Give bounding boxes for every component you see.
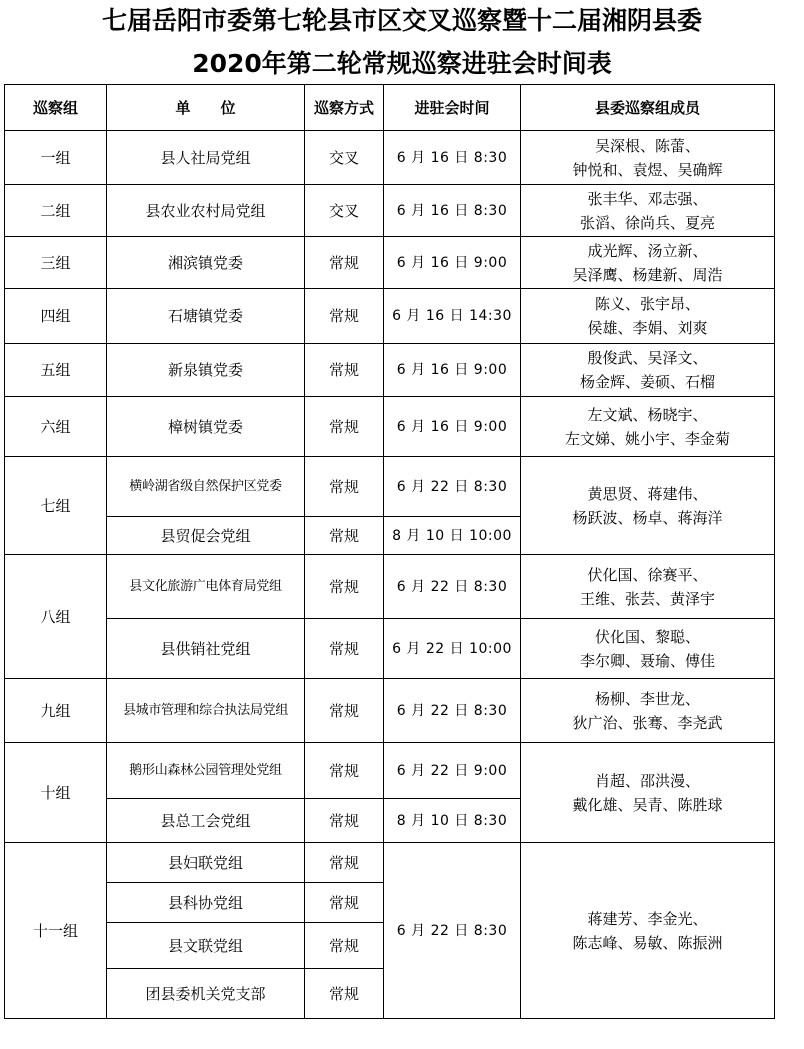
group-cell: 七组 <box>5 457 107 555</box>
group-cell: 一组 <box>5 131 107 185</box>
group-cell: 六组 <box>5 397 107 457</box>
time-cell: 6 月 16 日 9:00 <box>384 344 521 397</box>
mode-cell: 交叉 <box>305 185 384 237</box>
unit-cell: 新泉镇党委 <box>107 344 305 397</box>
members-cell <box>521 289 775 344</box>
members-cell <box>521 131 775 185</box>
mode-cell: 常规 <box>305 517 384 555</box>
header-members: 县委巡察组成员 <box>521 85 775 131</box>
table-row <box>5 344 775 397</box>
members-cell <box>521 743 775 843</box>
unit-cell: 湘滨镇党委 <box>107 237 305 289</box>
unit-cell: 县贸促会党组 <box>107 517 305 555</box>
unit-cell: 县供销社党组 <box>107 619 305 679</box>
group-cell: 四组 <box>5 289 107 344</box>
table-row <box>5 289 775 344</box>
members-cell <box>521 679 775 743</box>
mode-cell: 常规 <box>305 237 384 289</box>
table-row <box>5 237 775 289</box>
members-line: 肖超、邵洪漫、 <box>594 771 700 790</box>
mode-cell: 常规 <box>305 457 384 517</box>
mode-cell: 常规 <box>305 619 384 679</box>
members-line: 戴化雄、吴青、陈胜球 <box>572 795 723 814</box>
members-cell <box>521 237 775 289</box>
members-line: 伏化国、黎聪、 <box>594 627 700 646</box>
time-cell: 8 月 10 日 10:00 <box>384 517 521 555</box>
members-line: 狄广治、张骞、李尧武 <box>572 713 723 732</box>
members-cell <box>521 344 775 397</box>
mode-cell: 常规 <box>305 883 384 923</box>
unit-cell: 横岭湖省级自然保护区党委 <box>107 457 305 517</box>
members-line: 左文娣、姚小宇、李金菊 <box>564 429 730 448</box>
mode-cell: 常规 <box>305 799 384 843</box>
unit-cell: 县农业农村局党组 <box>107 185 305 237</box>
group-cell: 二组 <box>5 185 107 237</box>
members-line: 王维、张芸、黄泽宇 <box>579 589 715 608</box>
group-cell: 三组 <box>5 237 107 289</box>
table-row <box>5 185 775 237</box>
mode-cell: 常规 <box>305 969 384 1019</box>
mode-cell: 常规 <box>305 289 384 344</box>
group-cell: 九组 <box>5 679 107 743</box>
mode-cell: 常规 <box>305 555 384 619</box>
header-time: 进驻会时间 <box>384 85 521 131</box>
group-cell: 十组 <box>5 743 107 843</box>
members-cell <box>521 185 775 237</box>
time-cell: 6 月 16 日 8:30 <box>384 131 521 185</box>
members-line: 张滔、徐尚兵、夏亮 <box>579 213 715 232</box>
members-line: 杨柳、李世龙、 <box>594 689 700 708</box>
members-line: 吴深根、陈蕾、 <box>594 136 700 155</box>
table-row <box>5 131 775 185</box>
unit-cell: 县文联党组 <box>107 923 305 969</box>
table-row <box>5 843 775 883</box>
mode-cell: 常规 <box>305 923 384 969</box>
group-cell: 五组 <box>5 344 107 397</box>
time-cell: 6 月 16 日 14:30 <box>384 289 521 344</box>
table-row <box>5 679 775 743</box>
members-cell <box>521 457 775 555</box>
members-line: 黄思贤、蒋建伟、 <box>587 484 708 503</box>
members-line: 陈义、张宇昂、 <box>594 295 700 313</box>
document-title-line2: 2020年第二轮常规巡察进驻会时间表 <box>192 49 612 78</box>
time-cell: 6 月 16 日 8:30 <box>384 185 521 237</box>
members-cell <box>521 555 775 619</box>
group-cell: 十一组 <box>5 843 107 1019</box>
table-header-row <box>5 85 775 131</box>
members-line: 侯雄、李娟、刘爽 <box>587 319 708 337</box>
members-line: 吴泽鹰、杨建新、周浩 <box>572 265 723 284</box>
table-row <box>5 397 775 457</box>
time-cell: 6 月 22 日 8:30 <box>384 457 521 517</box>
header-unit: 单 位 <box>107 85 305 131</box>
table-row <box>5 555 775 619</box>
unit-cell: 县城市管理和综合执法局党组 <box>107 679 305 743</box>
unit-cell: 石塘镇党委 <box>107 289 305 344</box>
members-line: 李尔卿、聂瑜、傅佳 <box>579 651 715 670</box>
members-line: 伏化国、徐赛平、 <box>587 565 708 584</box>
members-line: 殷俊武、吴泽文、 <box>587 349 708 367</box>
group-cell: 八组 <box>5 555 107 679</box>
time-cell: 6 月 22 日 8:30 <box>384 679 521 743</box>
mode-cell: 常规 <box>305 344 384 397</box>
members-line: 成光辉、汤立新、 <box>587 241 708 260</box>
members-cell <box>521 843 775 1019</box>
members-line: 左文斌、杨晓宇、 <box>587 405 708 424</box>
time-cell: 8 月 10 日 8:30 <box>384 799 521 843</box>
members-line: 陈志峰、易敏、陈振洲 <box>572 933 723 952</box>
unit-cell: 县科协党组 <box>107 883 305 923</box>
header-group: 巡察组 <box>5 85 107 131</box>
mode-cell: 常规 <box>305 843 384 883</box>
time-cell: 6 月 16 日 9:00 <box>384 237 521 289</box>
unit-cell: 县总工会党组 <box>107 799 305 843</box>
time-cell: 6 月 16 日 9:00 <box>384 397 521 457</box>
mode-cell: 交叉 <box>305 131 384 185</box>
header-mode: 巡察方式 <box>305 85 384 131</box>
members-line: 蒋建芳、李金光、 <box>587 909 708 928</box>
table-row <box>5 743 775 799</box>
time-cell: 6 月 22 日 9:00 <box>384 743 521 799</box>
unit-cell: 县人社局党组 <box>107 131 305 185</box>
mode-cell: 常规 <box>305 679 384 743</box>
mode-cell: 常规 <box>305 743 384 799</box>
mode-cell: 常规 <box>305 397 384 457</box>
time-cell: 6 月 22 日 10:00 <box>384 619 521 679</box>
members-line: 钟悦和、袁煜、吴确辉 <box>572 160 723 179</box>
members-cell <box>521 619 775 679</box>
members-line: 杨跃波、杨卓、蒋海洋 <box>572 508 723 527</box>
unit-cell: 樟树镇党委 <box>107 397 305 457</box>
time-cell: 6 月 22 日 8:30 <box>384 555 521 619</box>
members-line: 张丰华、邓志强、 <box>587 189 708 208</box>
unit-cell: 鹅形山森林公园管理处党组 <box>107 743 305 799</box>
time-cell: 6 月 22 日 8:30 <box>384 843 521 1019</box>
table-row <box>5 457 775 517</box>
unit-cell: 团县委机关党支部 <box>107 969 305 1019</box>
unit-cell: 县妇联党组 <box>107 843 305 883</box>
schedule-table <box>4 84 775 1019</box>
members-line: 杨金辉、姜硕、石榴 <box>579 373 715 391</box>
members-cell <box>521 397 775 457</box>
unit-cell: 县文化旅游广电体育局党组 <box>107 555 305 619</box>
document-title-line1: 七届岳阳市委第七轮县市区交叉巡察暨十二届湘阴县委 <box>101 6 702 35</box>
table-row <box>5 619 775 679</box>
